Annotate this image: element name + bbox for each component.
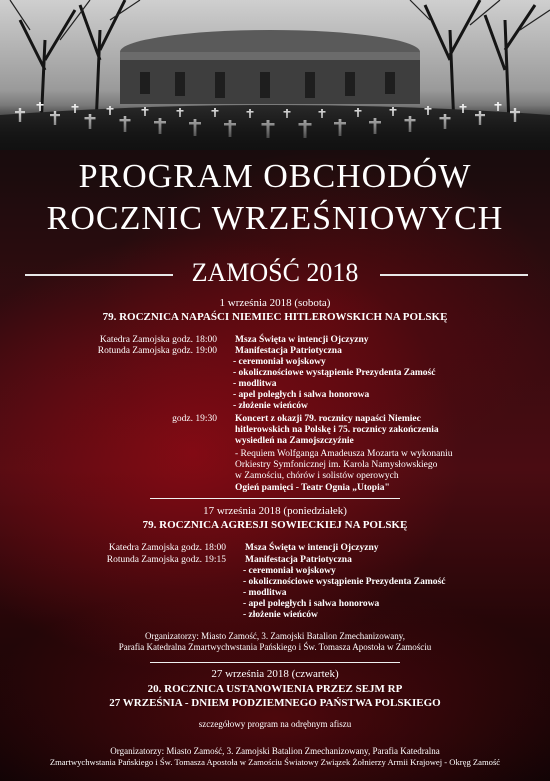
event2-organizers-line1: Organizatorzy: Miasto Zamość, 3. Zamojski Batalion Zmechanizowany,	[145, 631, 405, 641]
event2-item: - modlitwa	[243, 588, 287, 598]
event1-fire: Ogień pamięci - Teatr Ognia „Utopia"	[235, 483, 390, 493]
event2-item: - ceremoniał wojskowy	[243, 566, 336, 576]
event2-title: 79. ROCZNICA AGRESJI SOWIECKIEJ NA POLSKĘ	[142, 519, 408, 531]
title-line-1: PROGRAM OBCHODÓW	[78, 158, 472, 195]
separator	[150, 498, 400, 499]
event1-item: - złożenie wieńców	[233, 401, 308, 411]
event2-place-1: Katedra Zamojska godz. 18:00	[108, 543, 226, 553]
event2-item: - okolicznościowe wystąpienie Prezydenta Zamość	[243, 577, 446, 587]
separator	[150, 662, 400, 663]
event2-entry-1: Msza Święta w intencji Ojczyzny	[245, 543, 379, 553]
event1-requiem-line: w Zamościu, chórów i solistów operowych	[235, 471, 399, 481]
event2-item: - złożenie wieńców	[243, 610, 318, 620]
event1-item: - apel poległych i salwa honorowa	[233, 390, 370, 400]
footer-organizers-line2: Zmartwychwstania Pańskiego i Św. Tomasza Apostoła w Zamościu Światowy Związek Żołnierzy Armii Krajowej - Okręg Zamość	[49, 757, 501, 767]
event3-date: 27 września 2018 (czwartek)	[211, 668, 339, 680]
event1-requiem-line: Orkiestry Symfonicznej im. Karola Namysłowskiego	[235, 460, 438, 470]
event3-title-line1: 20. ROCZNICA USTANOWIENIA PRZEZ SEJM RP	[147, 683, 403, 695]
event1-date: 1 września 2018 (sobota)	[219, 297, 331, 309]
event3-note: szczegółowy program na odrębnym afiszu	[198, 719, 352, 729]
event2-organizers-line2: Parafia Katedralna Zmartwychwstania Pańskiego i Św. Tomasza Apostoła w Zamościu	[118, 642, 432, 652]
event1-entry-1: Msza Święta w intencji Ojczyzny	[235, 335, 369, 345]
event2-date: 17 września 2018 (poniedziałek)	[203, 505, 347, 517]
footer-organizers-line1: Organizatorzy: Miasto Zamość, 3. Zamojski Batalion Zmechanizowany, Parafia Katedralna	[110, 746, 440, 756]
event1-title: 79. ROCZNICA NAPAŚCI NIEMIEC HITLEROWSKICH NA POLSKĘ	[102, 311, 448, 323]
event1-concert-line: Koncert z okazji 79. rocznicy napaści Niemiec	[235, 414, 421, 424]
title-line-2: ROCZNIC WRZEŚNIOWYCH	[46, 200, 504, 237]
event1-item: - okolicznościowe wystąpienie Prezydenta Zamość	[233, 368, 436, 378]
event2-place-2: Rotunda Zamojska godz. 19:15	[106, 555, 226, 565]
event1-entry-2: Manifestacja Patriotyczna	[235, 346, 342, 356]
event1-concert-line: hitlerowskich na Polskę i 75. rocznicy zakończenia	[235, 425, 439, 435]
event3-title-line2: 27 WRZEŚNIA - DNIEM PODZIEMNEGO PAŃSTWA POLSKIEGO	[109, 697, 441, 709]
subtitle: ZAMOŚĆ 2018	[191, 258, 359, 287]
event1-requiem-line: - Requiem Wolfganga Amadeusza Mozarta w wykonaniu	[235, 449, 453, 459]
event1-item: - ceremoniał wojskowy	[233, 357, 326, 367]
event2-entry-2: Manifestacja Patriotyczna	[245, 555, 352, 565]
event1-concert-time: godz. 19:30	[172, 414, 217, 424]
event1-item: - modlitwa	[233, 379, 277, 389]
event1-place-1: Katedra Zamojska godz. 18:00	[99, 335, 217, 345]
event2-item: - apel poległych i salwa honorowa	[243, 599, 380, 609]
event1-place-2: Rotunda Zamojska godz. 19:00	[97, 346, 217, 356]
rotunda-cemetery-photo	[0, 0, 550, 150]
event1-concert-line: wysiedleń na Zamojszczyźnie	[235, 436, 354, 446]
